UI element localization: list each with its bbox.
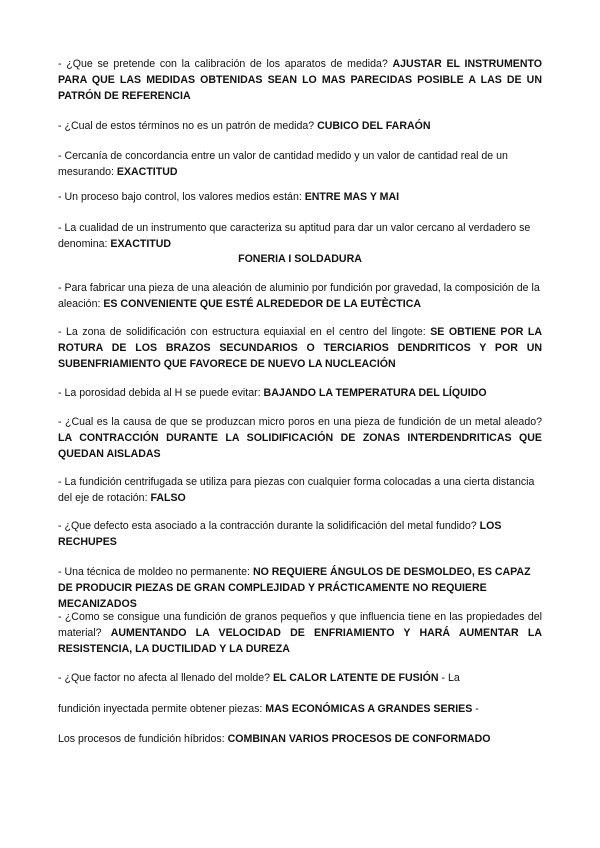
- question-pattern-measure: - ¿Cual de estos términos no es un patrón de medida? CUBICO DEL FARAÓN: [58, 120, 431, 132]
- question-instrument-quality: - La cualidad de un instrumento que caracteriza su aptitud para dar un valor cercano al verdadero se denomina: EXACTITUD: [58, 222, 531, 250]
- question-equiaxial-zone: - La zona de solidificación con estructura equiaxial en el centro del lingote: SE OBTIENE POR LA ROTURA DE LOS BRAZOS SECUNDARIOS O TERCIARIOS DENDRITICOS Y POR UN SUBENFRIAMIENTO QUE FAVORECE DE NUEVO LA NUCLEACIÓN: [58, 326, 542, 370]
- question-micropores: - ¿Cual es la causa de que se produzcan micro poros en una pieza de fundición de un metal aleado? LA CONTRACCIÓN DURANTE LA SOLIDIFICACIÓN DE ZONAS INTERDENDRITICAS QUE QUEDAN AISLADAS: [58, 416, 542, 460]
- question-porosity-h: - La porosidad debida al H se puede evitar: BAJANDO LA TEMPERATURA DEL LÍQUIDO: [58, 387, 487, 399]
- question-mold-filling: - ¿Que factor no afecta al llenado del molde? EL CALOR LATENTE DE FUSIÓN - La: [58, 672, 460, 684]
- question-molding-technique: - Una técnica de moldeo no permanente: NO REQUIERE ÁNGULOS DE DESMOLDEO, ES CAPAZ DE PRODUCIR PIEZAS DE GRAN COMPLEJIDAD Y PRÁCTICAMENTE NO REQUIERE MECANIZADOS: [58, 566, 531, 610]
- question-closeness-agreement: - Cercanía de concordancia entre un valor de cantidad medido y un valor de cantidad real de un mesurando: EXACTITUD: [58, 150, 508, 178]
- question-aluminium-alloy: - Para fabricar una pieza de una aleación de aluminio por fundición por gravedad, la composición de la aleación: ES CONVENIENTE QUE ESTÉ ALREDEDOR DE LA EUTÈCTICA: [58, 282, 540, 310]
- question-small-grains: - ¿Como se consigue una fundición de granos pequeños y que influencia tiene en las propiedades del material? AUMENTANDO LA VELOCIDAD DE ENFRIAMIENTO Y HARÁ AUMENTAR LA RESISTENCIA, LA DUCTILIDAD Y LA DUREZA: [58, 611, 542, 655]
- question-shrinkage-defect: - ¿Que defecto esta asociado a la contracción durante la solidificación del metal fundido? LOS RECHUPES: [58, 520, 502, 548]
- question-injection-casting: fundición inyectada permite obtener piezas: MAS ECONÓMICAS A GRANDES SERIES -: [58, 703, 479, 715]
- section-heading: FONERIA I SOLDADURA: [238, 253, 362, 265]
- question-centrifugal: - La fundición centrifugada se utiliza para piezas con cualquier forma colocadas a una cierta distancia del eje de rotación: FALSO: [58, 476, 535, 504]
- question-calibration: - ¿Que se pretende con la calibración de los aparatos de medida? AJUSTAR EL INSTRUMENTO PARA QUE LAS MEDIDAS OBTENIDAS SEAN LO MAS PARECIDAS POSIBLE A LAS DE UN PATRÓN DE REFERENCIA: [58, 58, 543, 102]
- question-hybrid-processes: Los procesos de fundición híbridos: COMBINAN VARIOS PROCESOS DE CONFORMADO: [58, 733, 491, 745]
- question-process-control: - Un proceso bajo control, los valores medios están: ENTRE MAS Y MAI: [58, 191, 400, 203]
